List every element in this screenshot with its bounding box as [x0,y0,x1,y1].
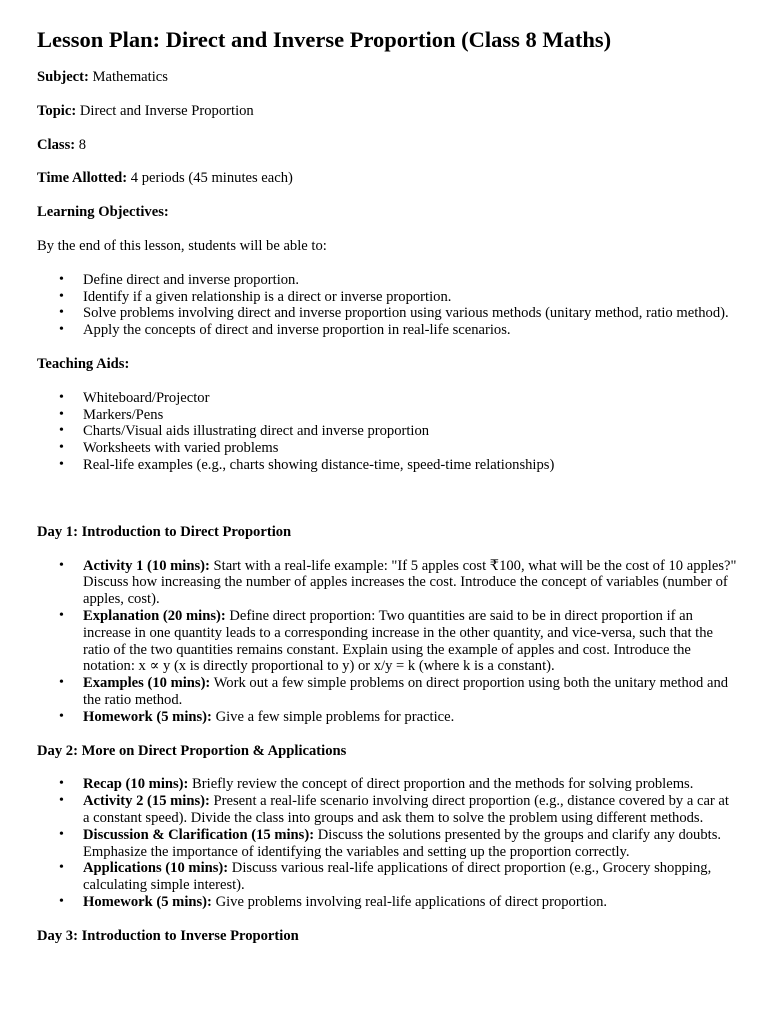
time-line [37,170,738,187]
objectives-heading: Learning Objectives: [37,204,169,221]
list-item: • Identify if a given relationship is a direct or inverse proportion. [83,289,738,306]
time-label: Time Allotted: [37,170,128,187]
item-label: Applications (10 mins): [83,860,229,877]
aids-list [37,390,738,474]
topic-line [37,103,738,120]
list-item: • Solve problems involving direct and inverse proportion using various methods (unitary method, ratio method). [83,305,738,322]
list-item: • Markers/Pens [83,407,738,424]
day1-heading: Day 1: Introduction to Direct Proportion [37,523,292,540]
list-item [83,608,738,675]
section-spacer [37,491,738,524]
subject-value: Mathematics [92,69,168,85]
subject-line [37,69,738,86]
subject-label: Subject: [37,69,89,85]
list-item [83,894,738,911]
class-line [37,137,738,154]
list-item [83,558,738,608]
item-label: Discussion & Clarification (15 mins): [83,826,315,843]
item-label: Homework (5 mins): [83,893,212,910]
list-item: • Real-life examples (e.g., charts showing distance-time, speed-time relationships) [83,457,738,474]
topic-value: Direct and Inverse Proportion [79,102,254,119]
topic-label: Topic: [37,102,77,119]
list-item [83,793,738,827]
day2-list [37,776,738,910]
time-value: 4 periods (45 minutes each) [130,170,293,187]
item-label: Examples (10 mins): [83,675,211,692]
list-item: • Worksheets with varied problems [83,440,738,457]
class-value: 8 [78,136,87,153]
item-label: Homework (5 mins): [83,708,212,725]
item-text: Give a few simple problems for practice. [215,708,455,725]
list-item [83,709,738,726]
item-label: Activity 1 (10 mins): [83,557,210,574]
item-text: Present a real-life scenario involving direct proportion (e.g., distance covered by a car at a constant speed). Divide the class into groups and ask them to solve the problem using different methods. [83,793,729,826]
item-text: Discuss the solutions presented by the groups and clarify any doubts. Emphasize the importance of identifying the variables and setting up the proportion correctly. [83,826,722,860]
list-item: • Apply the concepts of direct and inverse proportion in real-life scenarios. [83,322,738,339]
item-label: Activity 2 (15 mins): [83,793,210,810]
item-text: Work out a few simple problems on direct proportion using both the unitary method and the ratio method. [83,675,729,708]
item-label: Explanation (20 mins): [83,607,226,624]
list-item [83,675,738,709]
list-item [83,860,738,894]
day2-heading: Day 2: More on Direct Proportion & Applications [37,742,347,759]
objectives-intro: By the end of this lesson, students will be able to: [37,237,327,254]
item-label: Recap (10 mins): [83,776,189,793]
list-item [83,827,738,861]
item-text: Start with a real-life example: "If 5 apples cost ₹100, what will be the cost of 10 apples?" Discuss how increasing the number of apples increases the cost. Introduce the concept of variables (number of apples, cost). [83,557,737,608]
day3-heading: Day 3: Introduction to Inverse Proportion [37,927,299,944]
item-text: Discuss various real-life applications of direct proportion (e.g., Grocery shopping, calculating simple interest). [83,860,712,894]
list-item: • Whiteboard/Projector [83,390,738,407]
item-text: Define direct proportion: Two quantities are said to be in direct proportion if an increase in one quantity leads to a corresponding increase in the other quantity, and vice-versa, such that the ratio of the two quantities remains constant. Explain using the example of apples and cost. Introduce the notation: x ∝ y (x is directly proportional to y) or x/y = k (where k is a constant). [83,607,714,675]
objectives-list [37,272,738,339]
list-item: • Charts/Visual aids illustrating direct and inverse proportion [83,423,738,440]
item-text: Give problems involving real-life applications of direct proportion. [215,893,608,910]
aids-heading: Teaching Aids: [37,355,130,372]
list-item [83,776,738,793]
item-text: Briefly review the concept of direct proportion and the methods for solving problems. [192,776,694,793]
day1-list [37,558,738,726]
page-title: Lesson Plan: Direct and Inverse Proportion (Class 8 Maths) [37,27,612,52]
list-item: • Define direct and inverse proportion. [83,272,738,289]
class-label: Class: [37,136,76,153]
